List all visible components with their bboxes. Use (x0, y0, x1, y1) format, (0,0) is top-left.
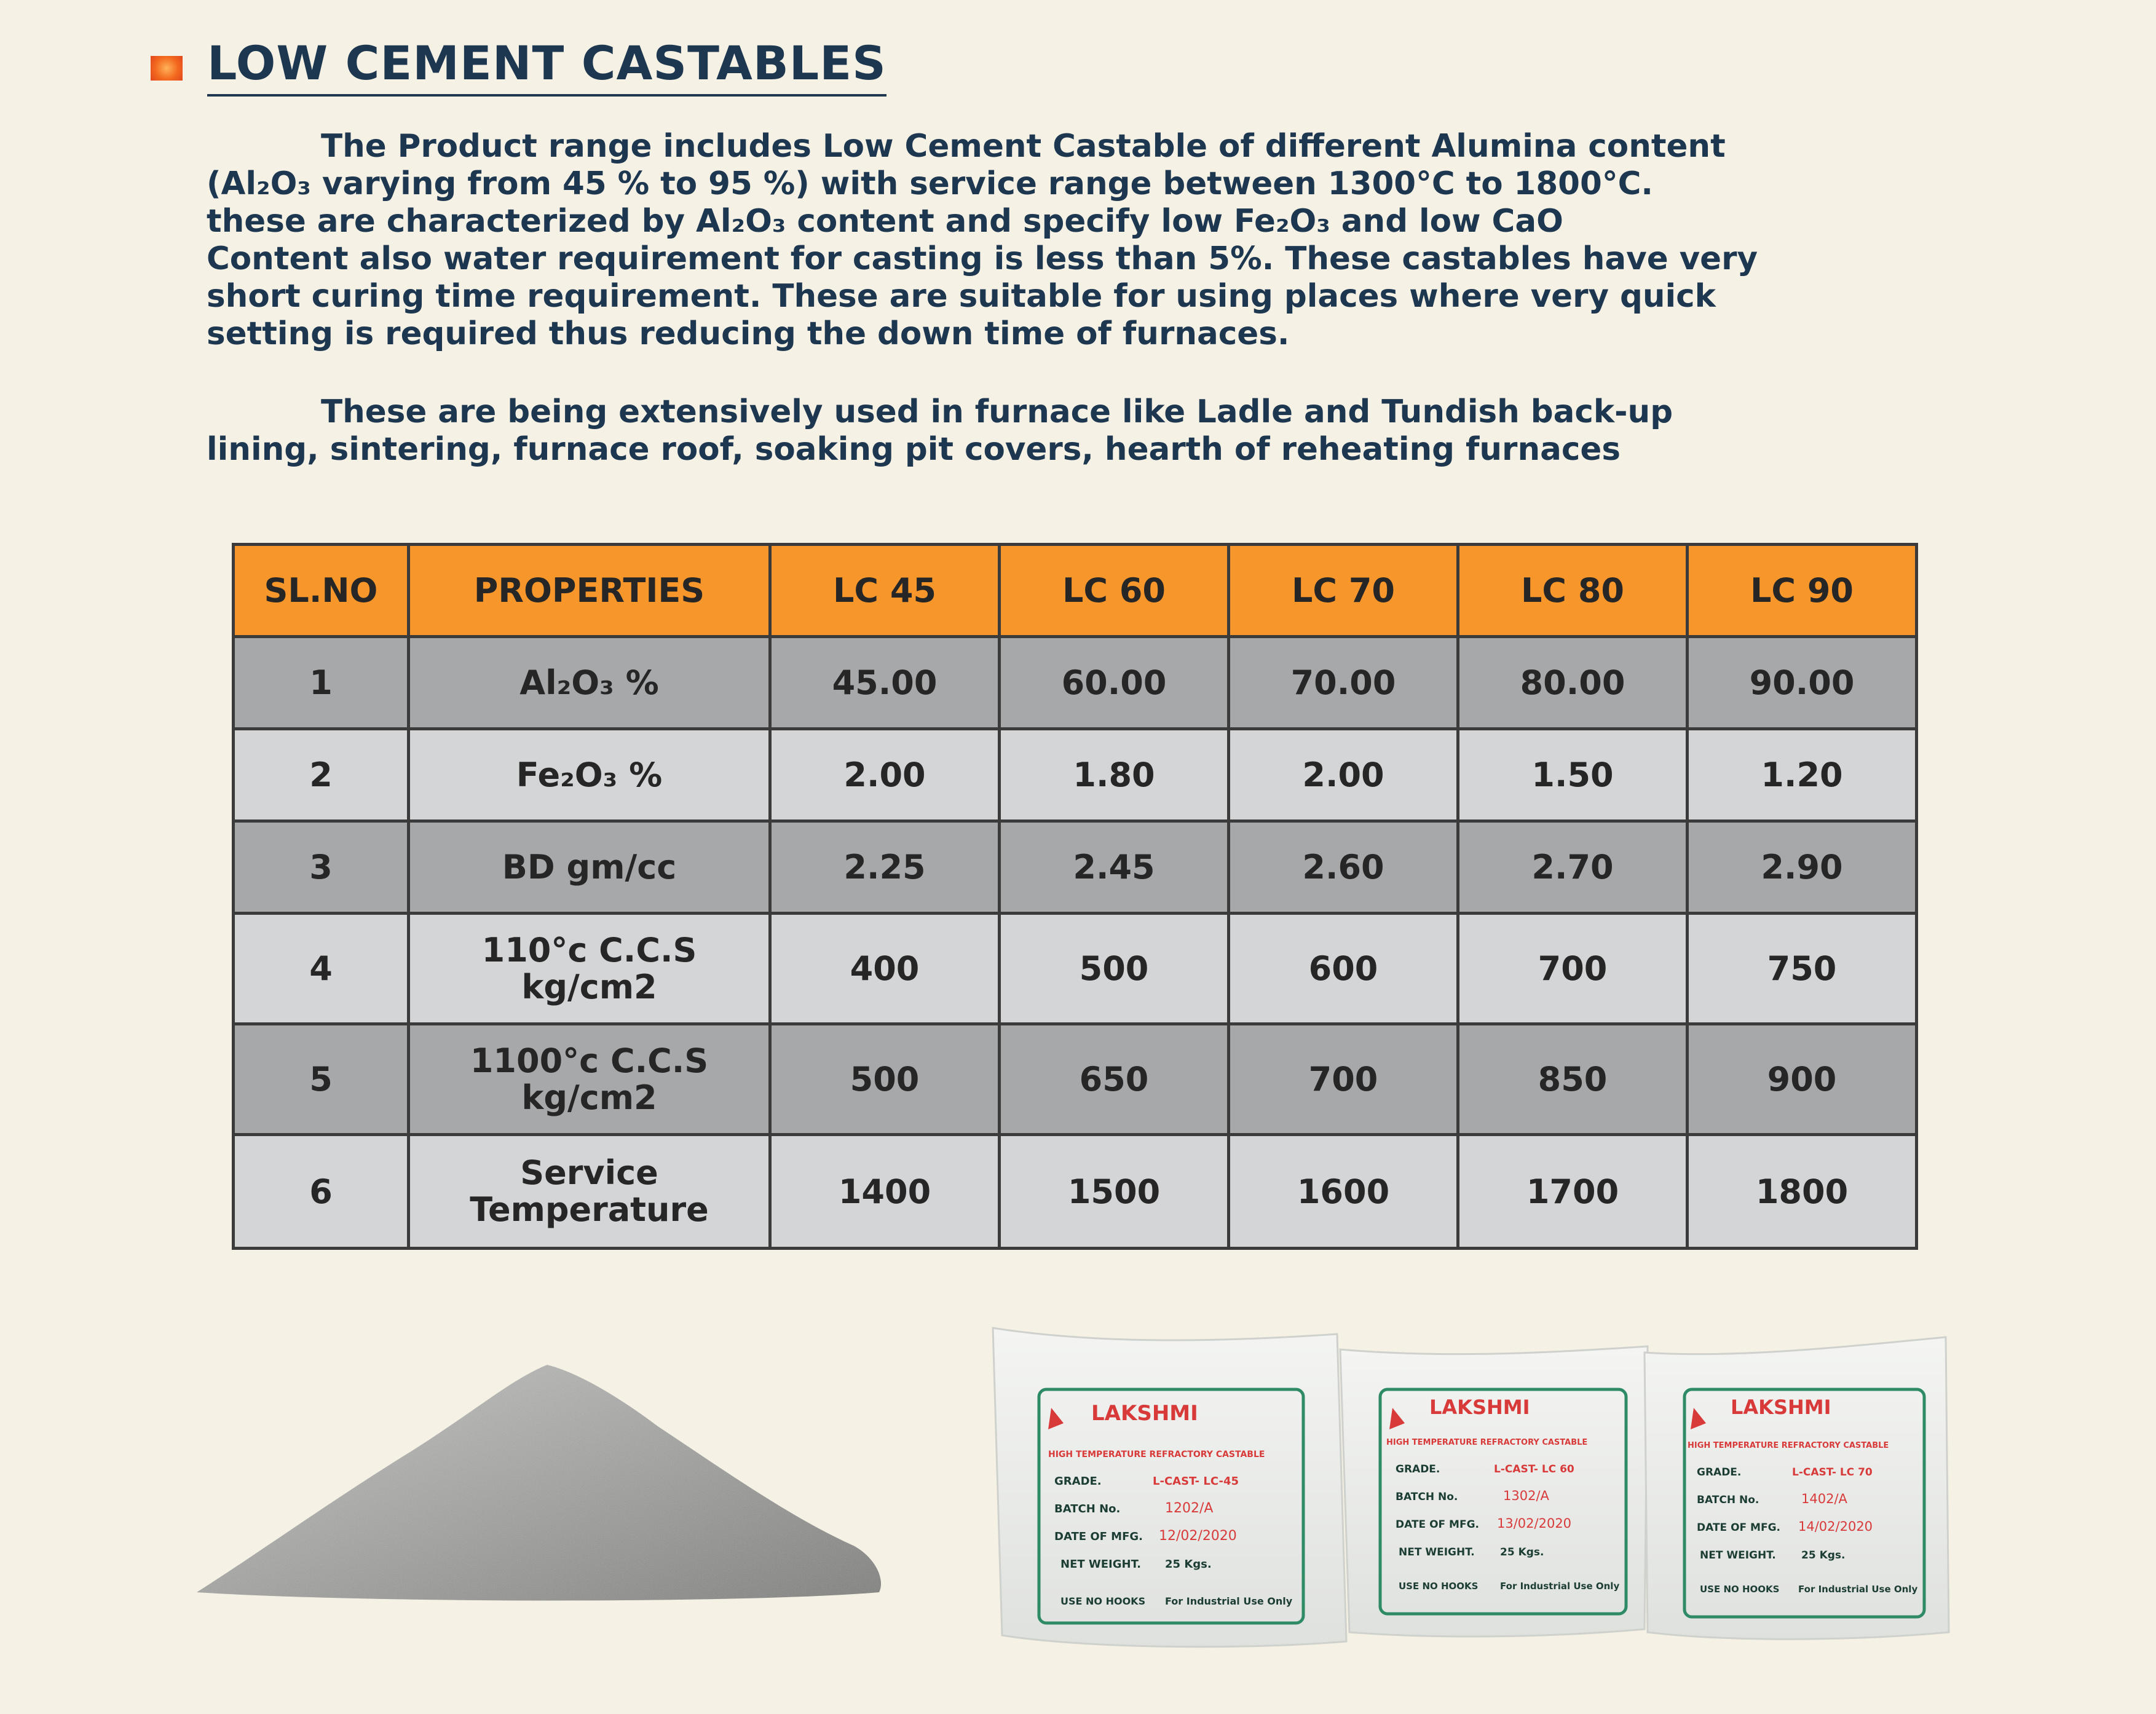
paragraph-line: (Al₂O₃ varying from 45 % to 95 %) with service range between 1300°C to 1800°C. (207, 165, 1653, 202)
table-cell: 1600 (1229, 1135, 1458, 1249)
paragraph-line: The Product range includes Low Cement Castable of different Alumina content (321, 128, 1726, 165)
table-cell: 1700 (1458, 1135, 1688, 1249)
table-cell: 3 (234, 821, 409, 914)
bag-batch: 1202/A (1165, 1501, 1214, 1516)
table-cell: 500 (770, 1024, 1000, 1135)
properties-table (232, 543, 1918, 1250)
bag-batch-label: BATCH No. (1054, 1503, 1121, 1515)
paragraph-line: setting is required thus reducing the down time of furnaces. (207, 315, 1290, 352)
header-lc70: LC 70 (1229, 545, 1458, 637)
bag-grade: L-CAST- LC 60 (1494, 1463, 1574, 1475)
table-cell: 60.00 (1000, 637, 1229, 729)
bag-grade-label: GRADE. (1396, 1463, 1440, 1475)
table-cell: 1800 (1688, 1135, 1917, 1249)
table-row (234, 729, 1917, 821)
square-bullet-icon (151, 56, 183, 81)
table-cell: 1100°c C.C.S kg/cm2 (409, 1024, 770, 1135)
bag-grade: L-CAST- LC-45 (1153, 1475, 1239, 1488)
bag-date: 12/02/2020 (1159, 1528, 1237, 1544)
table-header-row (234, 545, 1917, 637)
table-cell: 2.00 (770, 729, 1000, 821)
bag-brand: LAKSHMI (1429, 1396, 1530, 1419)
table-cell: 45.00 (770, 637, 1000, 729)
table-cell: 5 (234, 1024, 409, 1135)
bag-batch-label: BATCH No. (1697, 1494, 1759, 1506)
bag-weight-label: NET WEIGHT. (1399, 1546, 1475, 1558)
header-lc80: LC 80 (1458, 545, 1688, 637)
paragraph-line: short curing time requirement. These are suitable for using places where very quick (207, 278, 1716, 315)
table-cell: Al₂O₃ % (409, 637, 770, 729)
bag-brand: LAKSHMI (1731, 1396, 1831, 1419)
table-row (234, 637, 1917, 729)
bag-grade: L-CAST- LC 70 (1792, 1466, 1873, 1479)
table-cell: 750 (1688, 914, 1917, 1024)
bag-date-label: DATE OF MFG. (1396, 1519, 1479, 1531)
bag-date: 13/02/2020 (1497, 1516, 1572, 1531)
bag-batch-label: BATCH No. (1396, 1491, 1458, 1503)
bag-weight: 25 Kgs. (1500, 1546, 1544, 1558)
bag-date-label: DATE OF MFG. (1697, 1522, 1780, 1534)
paragraph-line: lining, sintering, furnace roof, soaking pit covers, hearth of reheating furnaces (207, 431, 1621, 468)
table-cell: 1.20 (1688, 729, 1917, 821)
bag-2 (1340, 1346, 1648, 1637)
table-cell: 1 (234, 637, 409, 729)
table-cell: 1.80 (1000, 729, 1229, 821)
header-lc90: LC 90 (1688, 545, 1917, 637)
table-cell: 900 (1688, 1024, 1917, 1135)
bag-hooks: USE NO HOOKS (1700, 1584, 1780, 1595)
header-properties: PROPERTIES (409, 545, 770, 637)
table-cell: 700 (1458, 914, 1688, 1024)
table-cell: 2 (234, 729, 409, 821)
bag-subtitle: HIGH TEMPERATURE REFRACTORY CASTABLE (1688, 1441, 1889, 1450)
table-row (234, 1024, 1917, 1135)
bag-batch: 1302/A (1503, 1488, 1549, 1503)
table-row (234, 914, 1917, 1024)
table-cell: 2.70 (1458, 821, 1688, 914)
table-cell: 1500 (1000, 1135, 1229, 1249)
bag-weight: 25 Kgs. (1801, 1549, 1846, 1562)
paragraph-line: These are being extensively used in furnace like Ladle and Tundish back-up (321, 393, 1673, 430)
page-title: LOW CEMENT CASTABLES (207, 36, 886, 97)
bag-use: For Industrial Use Only (1165, 1595, 1293, 1607)
table-cell: 90.00 (1688, 637, 1917, 729)
table-cell: 2.90 (1688, 821, 1917, 914)
bag-1 (993, 1328, 1346, 1647)
paragraph-line: these are characterized by Al₂O₃ content and specify low Fe₂O₃ and low CaO (207, 203, 1563, 240)
bag-grade-label: GRADE. (1697, 1466, 1742, 1479)
bag-date-label: DATE OF MFG. (1054, 1530, 1143, 1543)
bag-3 (1645, 1337, 1949, 1639)
table-cell: 850 (1458, 1024, 1688, 1135)
bag-weight-label: NET WEIGHT. (1060, 1558, 1141, 1571)
table-cell: 6 (234, 1135, 409, 1249)
table-cell: 2.60 (1229, 821, 1458, 914)
table-cell: 400 (770, 914, 1000, 1024)
bag-date: 14/02/2020 (1798, 1519, 1873, 1534)
bag-hooks: USE NO HOOKS (1399, 1581, 1479, 1592)
castable-powder-pile-image (191, 1346, 891, 1605)
bag-batch: 1402/A (1801, 1491, 1847, 1506)
table-cell: 1.50 (1458, 729, 1688, 821)
table-cell: BD gm/cc (409, 821, 770, 914)
paragraph-line: Content also water requirement for casting is less than 5%. These castables have very (207, 240, 1758, 277)
table-cell: 700 (1229, 1024, 1458, 1135)
intro-paragraph-2 (207, 393, 2063, 468)
table-cell: 80.00 (1458, 637, 1688, 729)
table-cell: 2.25 (770, 821, 1000, 914)
table-cell: 110°c C.C.S kg/cm2 (409, 914, 770, 1024)
bag-weight: 25 Kgs. (1165, 1558, 1212, 1571)
header-lc60: LC 60 (1000, 545, 1229, 637)
table-cell: Fe₂O₃ % (409, 729, 770, 821)
bag-grade-label: GRADE. (1054, 1475, 1102, 1488)
bag-use: For Industrial Use Only (1500, 1581, 1620, 1592)
table-row (234, 1135, 1917, 1249)
table-cell: 650 (1000, 1024, 1229, 1135)
table-cell: 2.00 (1229, 729, 1458, 821)
intro-paragraph-1 (207, 128, 2063, 353)
bag-weight-label: NET WEIGHT. (1700, 1549, 1776, 1562)
table-cell: 600 (1229, 914, 1458, 1024)
table-cell: 4 (234, 914, 409, 1024)
table-row (234, 821, 1917, 914)
header-lc45: LC 45 (770, 545, 1000, 637)
table-cell: 70.00 (1229, 637, 1458, 729)
bag-hooks: USE NO HOOKS (1060, 1595, 1146, 1607)
table-cell: 1400 (770, 1135, 1000, 1249)
bag-use: For Industrial Use Only (1798, 1584, 1918, 1595)
table-cell: 500 (1000, 914, 1229, 1024)
table-cell: Service Temperature (409, 1135, 770, 1249)
bag-subtitle: HIGH TEMPERATURE REFRACTORY CASTABLE (1048, 1450, 1265, 1459)
table-cell: 2.45 (1000, 821, 1229, 914)
bag-brand: LAKSHMI (1091, 1401, 1198, 1426)
castable-bags-image (987, 1322, 1955, 1651)
header-sl-no: SL.NO (234, 545, 409, 637)
bag-subtitle: HIGH TEMPERATURE REFRACTORY CASTABLE (1386, 1438, 1588, 1447)
